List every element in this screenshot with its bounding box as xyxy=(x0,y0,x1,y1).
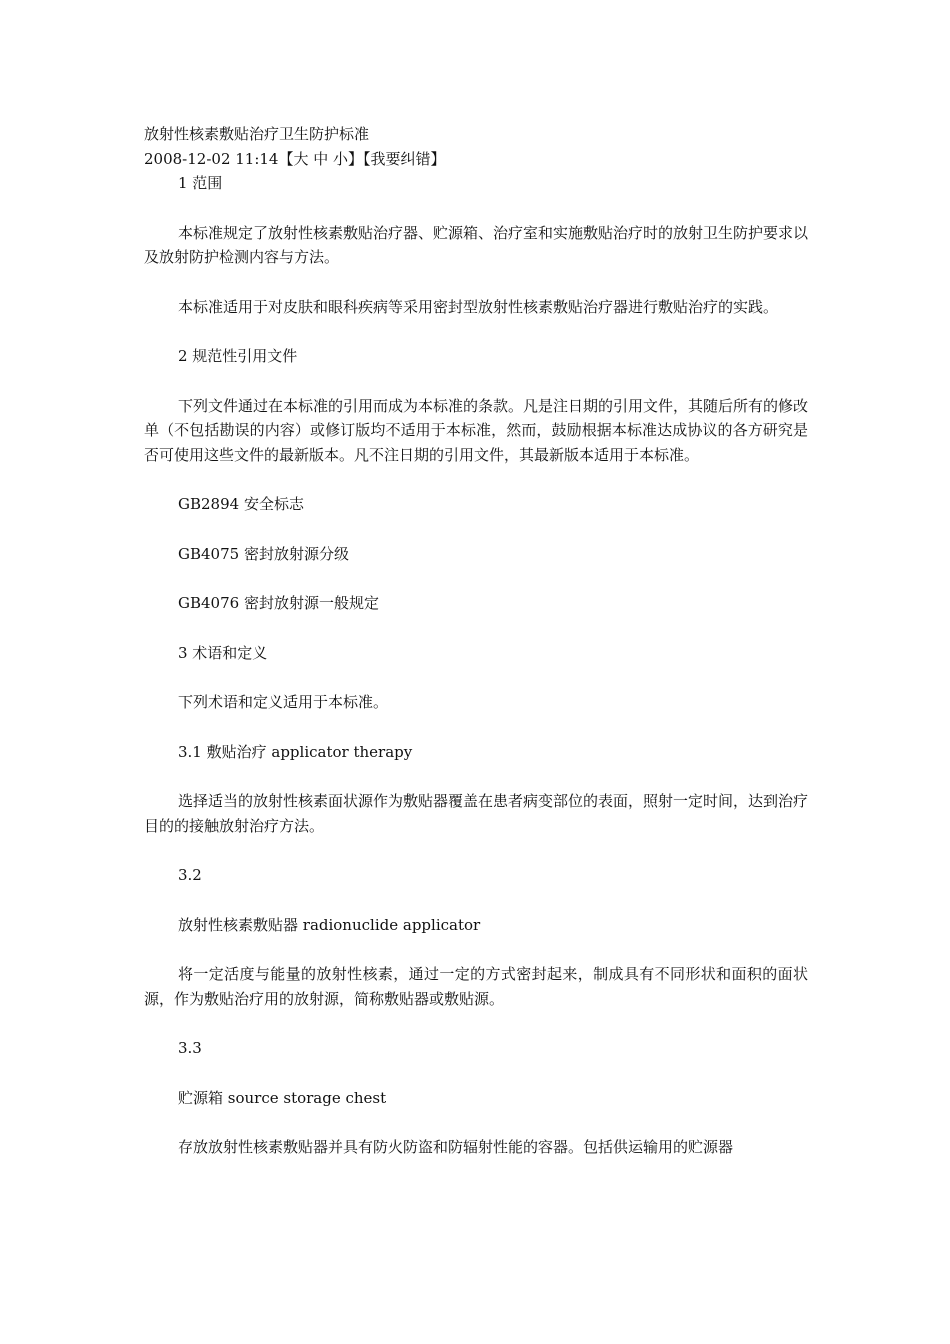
paragraph: 将一定活度与能量的放射性核素，通过一定的方式密封起来，制成具有不同形状和面积的面状源，作为敷贴治疗用的放射源，简称敷贴器或敷贴源。 xyxy=(144,965,808,1008)
publish-date: 2008-12-02 11:14 xyxy=(144,149,279,168)
reference-item: GB2894 安全标志 xyxy=(178,495,304,513)
paragraph: 下列术语和定义适用于本标准。 xyxy=(178,693,389,711)
paragraph: 本标准适用于对皮肤和眼科疾病等采用密封型放射性核素敷贴治疗器进行敷贴治疗的实践。 xyxy=(178,297,779,316)
paragraph: 本标准规定了放射性核素敷贴治疗器、贮源箱、治疗室和实施敷贴治疗时的放射卫生防护要求以及放射防护检测内容与方法。 xyxy=(144,223,809,266)
term-heading: 3.1 敷贴治疗 applicator therapy xyxy=(178,742,413,761)
section-heading-scope: 1 范围 xyxy=(178,174,223,192)
font-size-links[interactable]: 【大 中 小】 xyxy=(278,149,364,168)
paragraph: 选择适当的放射性核素面状源作为敷贴器覆盖在患者病变部位的表面，照射一定时间，达到治疗目的的接触放射治疗方法。 xyxy=(144,792,809,835)
section-heading-terms: 3 术语和定义 xyxy=(178,643,268,662)
document-page xyxy=(144,122,808,1160)
reference-item: GB4076 密封放射源一般规定 xyxy=(178,594,379,612)
paragraph: 下列文件通过在本标准的引用而成为本标准的条款。凡是注日期的引用文件，其随后所有的修改单（不包括勘误的内容）或修订版均不适用于本标准，然而，鼓励根据本标准达成协议的各方研究是否可使用这些文件的最新版本。凡不注日期的引用文件，其最新版本适用于本标准。 xyxy=(144,396,809,464)
term-number: 3.3 xyxy=(178,1039,202,1057)
report-error-link[interactable]: 【我要纠错】 xyxy=(363,149,446,168)
term-heading: 放射性核素敷贴器 radionuclide applicator xyxy=(178,915,481,934)
reference-item: GB4075 密封放射源分级 xyxy=(178,544,349,563)
term-heading: 贮源箱 source storage chest xyxy=(178,1088,387,1107)
term-number: 3.2 xyxy=(178,866,202,884)
section-heading-references: 2 规范性引用文件 xyxy=(178,347,298,365)
document-title: 放射性核素敷贴治疗卫生防护标准 xyxy=(144,125,370,143)
document-meta xyxy=(144,147,808,172)
paragraph: 存放放射性核素敷贴器并具有防火防盗和防辐射性能的容器。包括供运输用的贮源器 xyxy=(178,1138,734,1156)
